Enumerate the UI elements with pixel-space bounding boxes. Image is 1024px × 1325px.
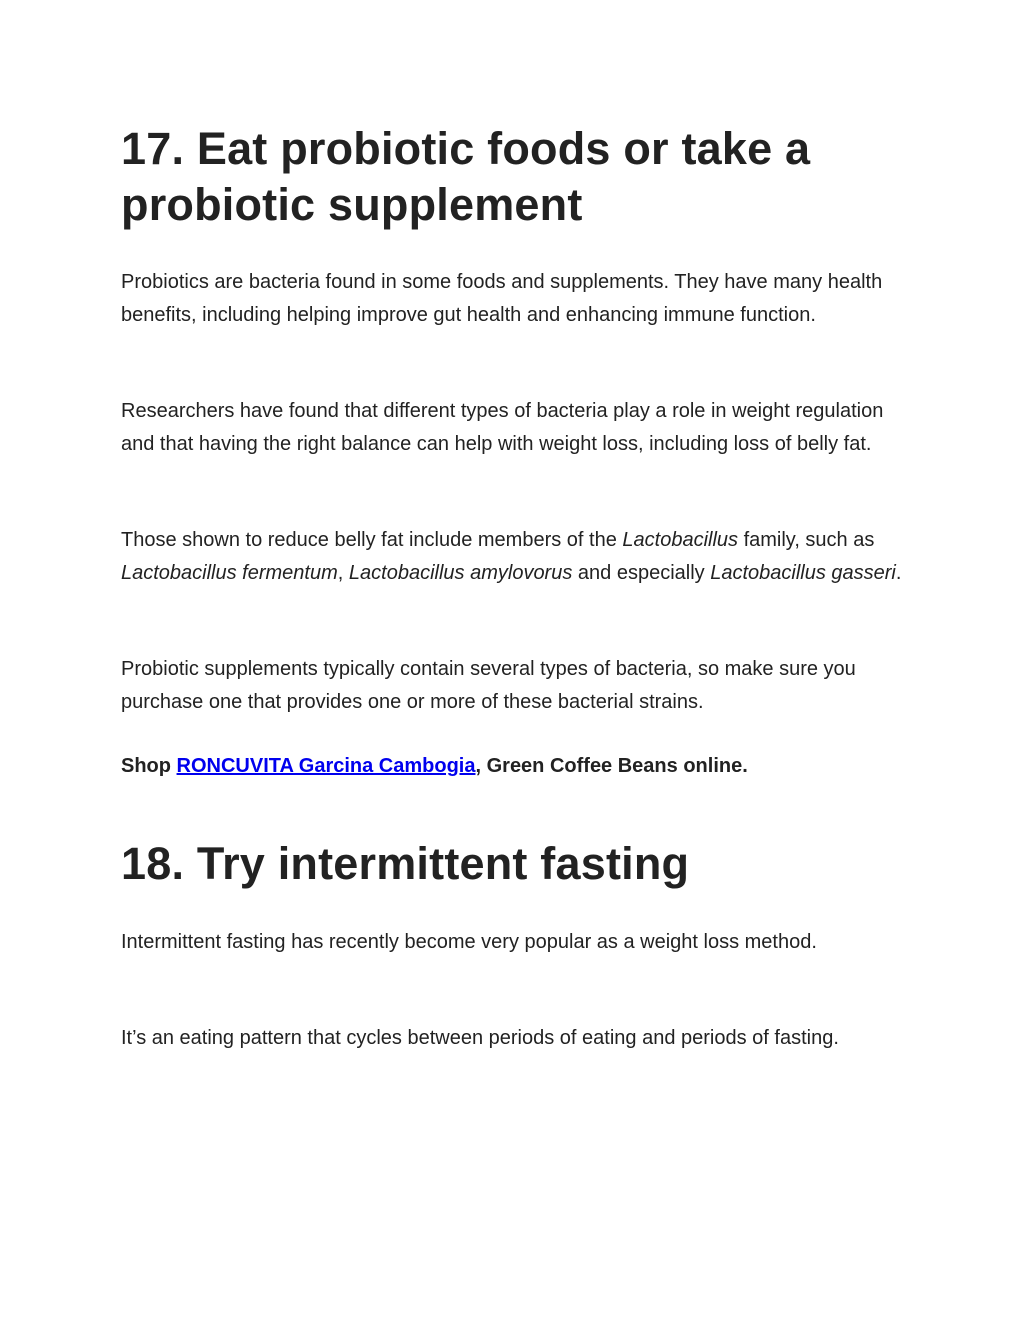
p3-text-1: Those shown to reduce belly fat include members of the [121,529,623,551]
section-17-paragraph-2: Researchers have found that different types of bacteria play a role in weight regulation and that having the right balance can help with weight loss, including loss of belly fat. [121,400,884,455]
p3-text-2: family, such as [738,529,875,551]
section-17-heading: 17. Eat probiotic foods or take a probiotic supplement [121,123,811,230]
shop-line [121,750,911,783]
section-18-paragraph-2: It’s an eating pattern that cycles between periods of eating and periods of fasting. [121,1027,839,1049]
p3-text-3: , [337,561,349,584]
section-18-heading: 18. Try intermittent fasting [121,838,690,889]
shop-prefix: Shop [121,755,177,777]
p3-italic-fermentum: Lactobacillus fermentum [121,561,338,584]
section-17-paragraph-1: Probiotics are bacteria found in some foods and supplements. They have many health benefits, including helping improve gut health and enhancing immune function. [121,271,883,326]
p3-italic-amylovorus: Lactobacillus amylovorus [348,561,573,584]
roncuvita-link[interactable]: RONCUVITA Garcina Cambogia [176,755,476,777]
p3-text-5: . [895,561,902,584]
section-18-paragraph-1: Intermittent fasting has recently become very popular as a weight loss method. [121,931,817,953]
p3-text-4: and especially [572,561,711,584]
section-17-paragraph-3 [121,524,911,589]
section-17-paragraph-4: Probiotic supplements typically contain several types of bacteria, so make sure you purchase one that provides one or more of these bacterial strains. [121,658,856,713]
shop-suffix: , Green Coffee Beans online. [475,755,748,777]
p3-italic-lactobacillus: Lactobacillus [622,529,739,551]
p3-italic-gasseri: Lactobacillus gasseri [710,561,896,584]
